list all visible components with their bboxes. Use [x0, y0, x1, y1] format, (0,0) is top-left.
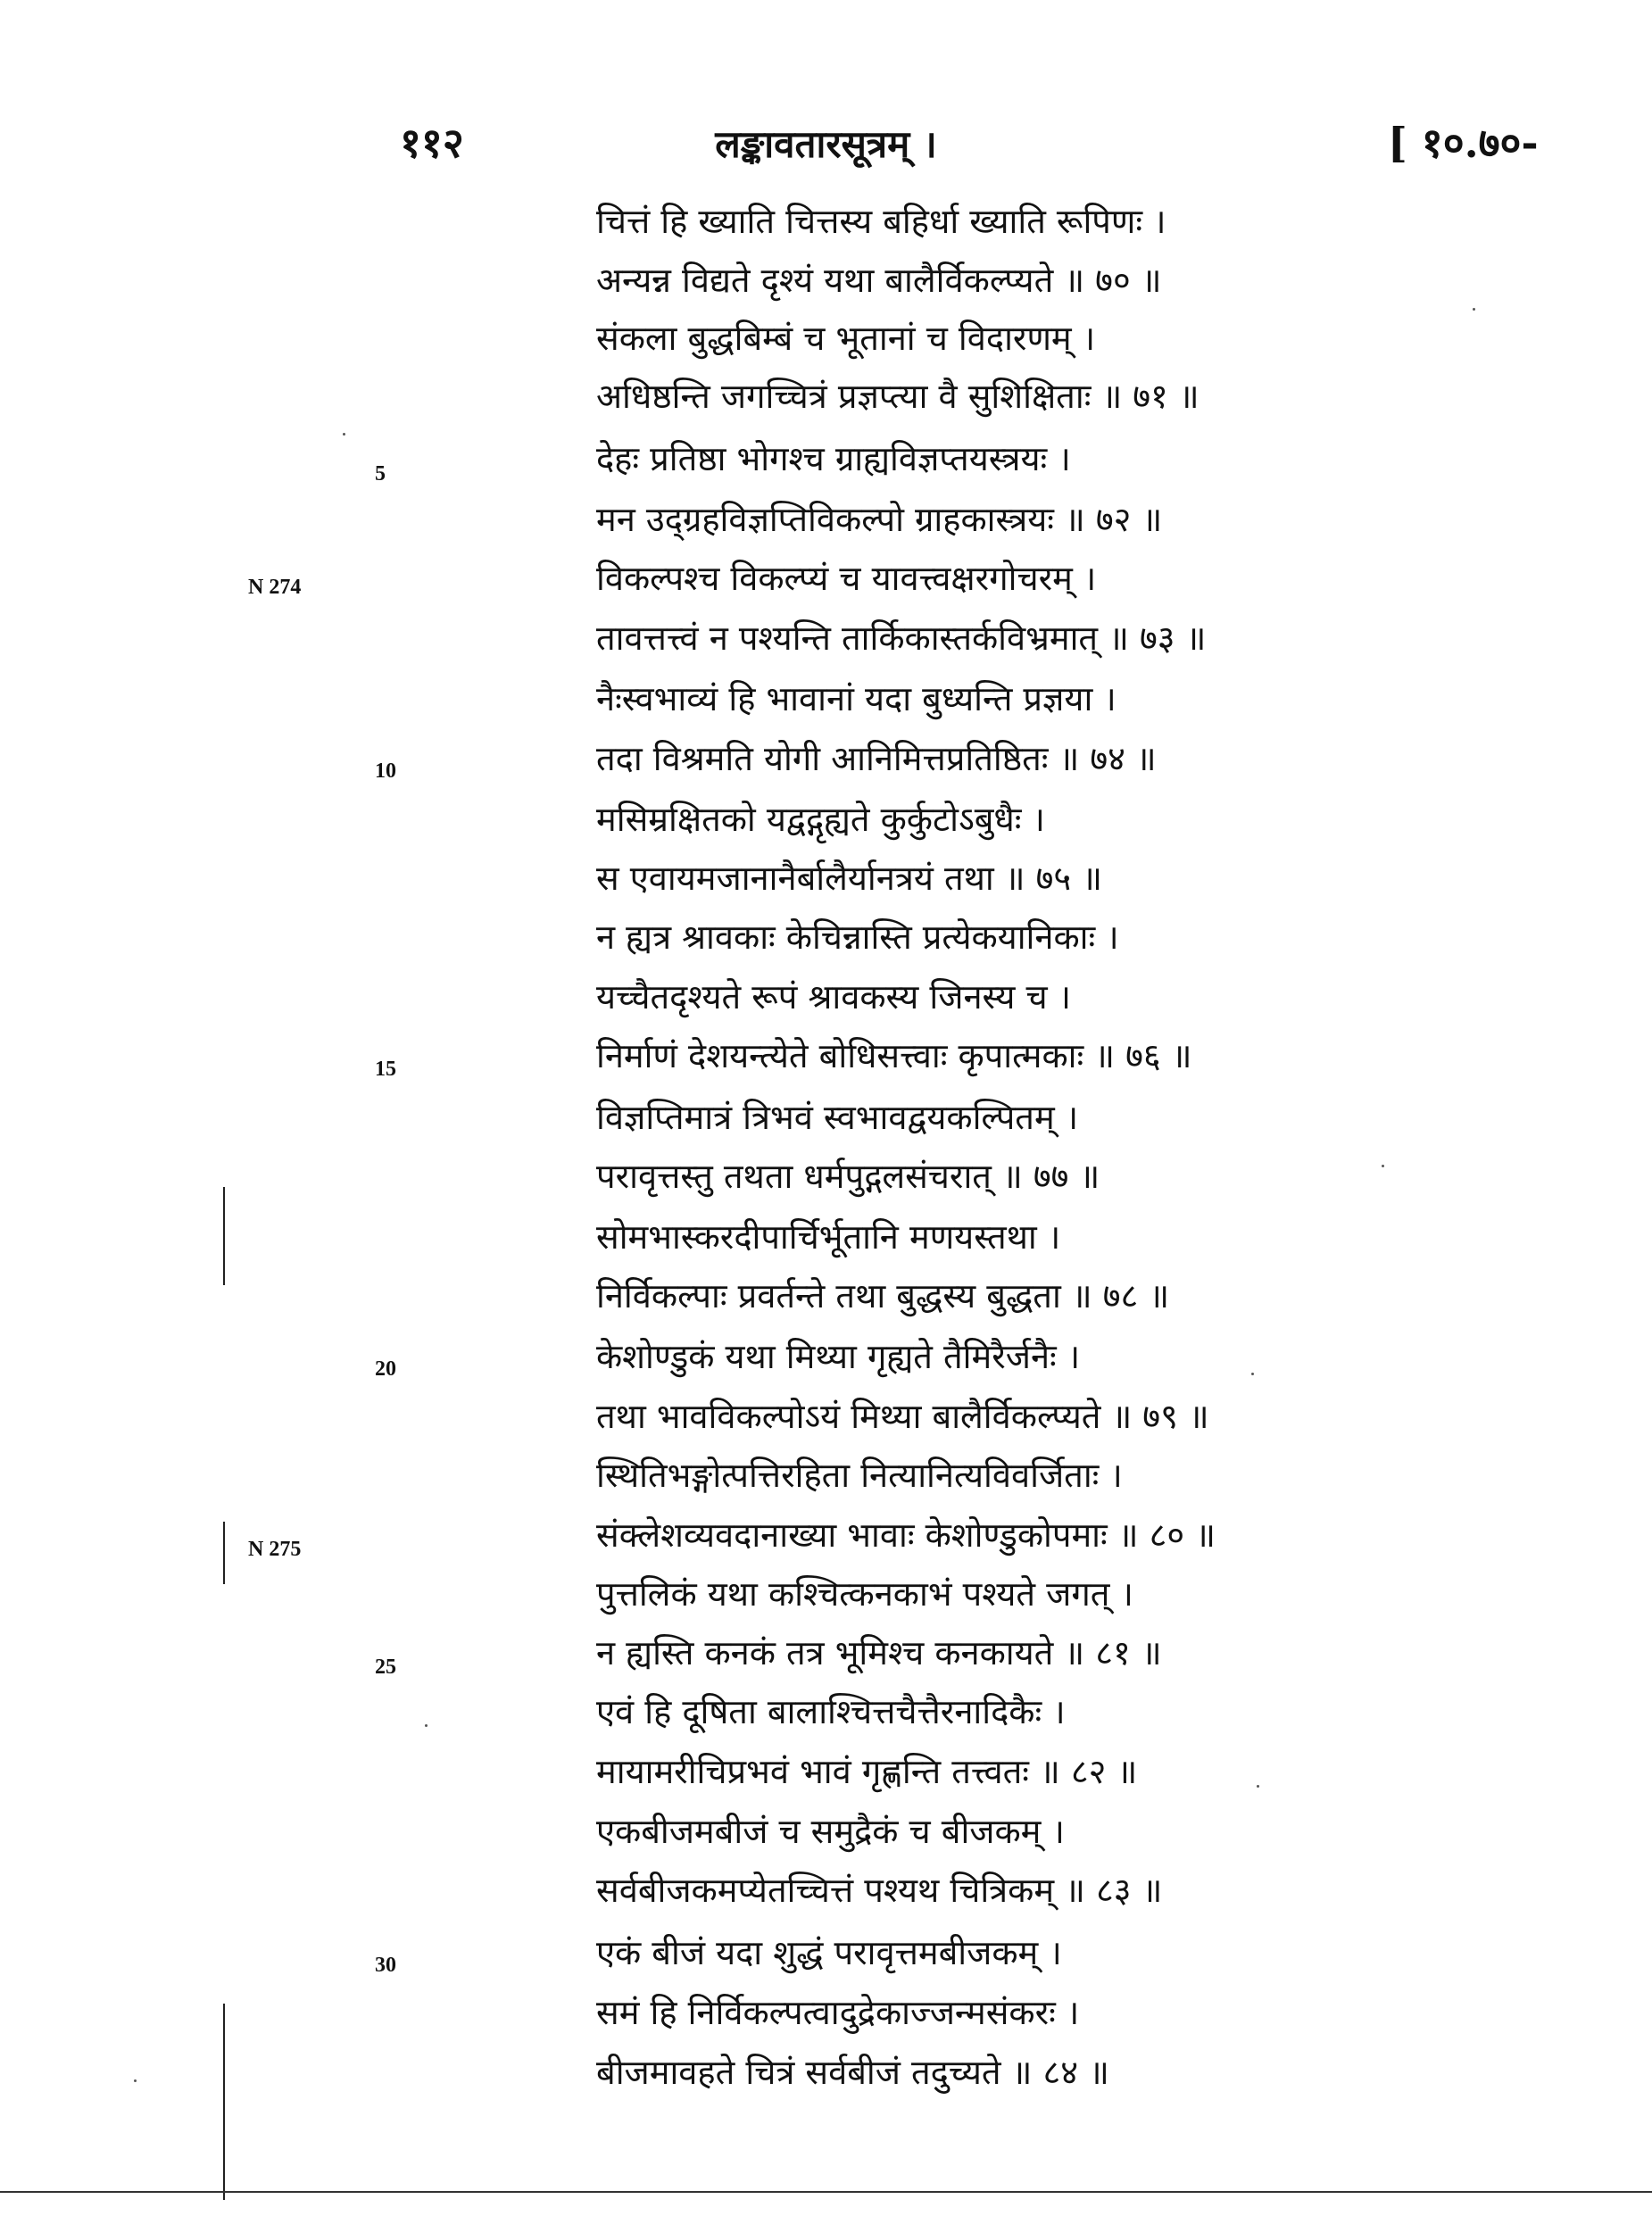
verse-line: एवं हि दूषिता बालाश्चित्तचैत्तैरनादिकैः ।	[596, 1692, 1066, 1731]
verse-line: विकल्पश्च विकल्प्यं च यावत्त्वक्षरगोचरम् ।	[596, 559, 1097, 598]
section-marker: [ १०.७०-	[1388, 119, 1539, 167]
verse-line: न ह्यस्ति कनकं तत्र भूमिश्च कनकायते ॥ ८१ ॥	[596, 1633, 1162, 1672]
line-number: 30	[375, 1954, 396, 1977]
verse-line: पुत्तलिकं यथा कश्चित्कनकाभं पश्यते जगत् ।	[596, 1574, 1133, 1614]
manuscript-reference: N 275	[248, 1538, 302, 1561]
running-title: लङ्कावतारसूत्रम् ।	[715, 122, 937, 166]
line-number: 25	[375, 1656, 396, 1679]
verse-line: मायामरीचिप्रभवं भावं गृह्णन्ति तत्त्वतः ॥ ८२ ॥	[596, 1752, 1138, 1791]
margin-rule	[223, 2004, 225, 2200]
line-number: 5	[375, 462, 386, 486]
verse-line: सर्वबीजकमप्येतच्चित्तं पश्यथ चित्रिकम् ॥ ८३ ॥	[596, 1871, 1163, 1910]
verse-line: संक्लेशव्यवदानाख्या भावाः केशोण्डुकोपमाः ॥ ८० ॥	[596, 1515, 1216, 1555]
verse-line: निर्माणं देशयन्त्येते बोधिसत्त्वाः कृपात्मकाः ॥ ७६ ॥	[596, 1036, 1192, 1075]
scan-speck	[425, 1724, 428, 1727]
verse-line: देहः प्रतिष्ठा भोगश्च ग्राह्यविज्ञप्तयस्त्रयः ।	[596, 439, 1071, 478]
verse-line: तावत्तत्त्वं न पश्यन्ति तार्किकास्तर्कविभ्रमात् ॥ ७३ ॥	[596, 618, 1207, 658]
verse-line: तदा विश्रमति योगी आनिमित्तप्रतिष्ठितः ॥ ७४ ॥	[596, 739, 1157, 778]
verse-line: मन उद्ग्रहविज्ञप्तिविकल्पो ग्राहकास्त्रयः ॥ ७२ ॥	[596, 500, 1163, 539]
verse-line: यच्चैतदृश्यते रूपं श्रावकस्य जिनस्य च ।	[596, 977, 1072, 1017]
manuscript-reference: N 274	[248, 576, 302, 599]
verse-line: अन्यन्न विद्यते दृश्यं यथा बालैर्विकल्प्यते ॥ ७० ॥	[596, 261, 1162, 300]
verse-line: एकबीजमबीजं च समुद्रैकं च बीजकम् ।	[596, 1812, 1065, 1851]
verse-line: स एवायमजानानैर्बालैर्यानत्रयं तथा ॥ ७५ ॥	[596, 859, 1103, 898]
verse-line: नैःस्वभाव्यं हि भावानां यदा बुध्यन्ति प्रज्ञया ।	[596, 679, 1117, 718]
verse-line: समं हि निर्विकल्पत्वादुद्रेकाज्जन्मसंकरः ।	[596, 1993, 1080, 2032]
verse-line: बीजमावहते चित्रं सर्वबीजं तदुच्यते ॥ ८४ ॥	[596, 2053, 1109, 2092]
verse-line: एकं बीजं यदा शुद्धं परावृत्तमबीजकम् ।	[596, 1933, 1062, 1972]
verse-line: केशोण्डुकं यथा मिथ्या गृह्यते तैमिरैर्जनैः ।	[596, 1337, 1081, 1376]
verse-line: विज्ञप्तिमात्रं त्रिभवं स्वभावद्वयकल्पितम् ।	[596, 1098, 1079, 1137]
bottom-rule	[0, 2191, 1652, 2193]
verse-line: परावृत्तस्तु तथता धर्मपुद्गलसंचरात् ॥ ७७ ॥	[596, 1157, 1100, 1196]
scan-speck	[1257, 1785, 1259, 1788]
scan-speck	[1382, 1165, 1384, 1167]
margin-rule	[223, 1522, 225, 1584]
verse-line: न ह्यत्र श्रावकाः केचिन्नास्ति प्रत्येकयानिकाः ।	[596, 917, 1119, 957]
scan-speck	[1251, 1373, 1254, 1375]
margin-rule	[223, 1187, 225, 1285]
scan-speck	[134, 2079, 137, 2082]
verse-line: निर्विकल्पाः प्रवर्तन्ते तथा बुद्धस्य बुद्धता ॥ ७८ ॥	[596, 1276, 1170, 1315]
page-number: ११२	[400, 119, 464, 167]
verse-line: संकला बुद्धबिम्बं च भूतानां च विदारणम् ।	[596, 319, 1096, 358]
verse-line: चित्तं हि ख्याति चित्तस्य बहिर्धा ख्याति रूपिणः ।	[596, 202, 1166, 241]
verse-line: तथा भावविकल्पोऽयं मिथ्या बालैर्विकल्प्यते ॥ ७९ ॥	[596, 1397, 1209, 1436]
verse-line: मसिम्रक्षितको यद्वद्गृह्यते कुर्कुटोऽबुधैः ।	[596, 800, 1045, 839]
verse-line: स्थितिभङ्गोत्पत्तिरहिता नित्यानित्यविवर्जिताः ।	[596, 1456, 1123, 1495]
line-number: 10	[375, 759, 396, 783]
line-number: 20	[375, 1357, 396, 1381]
verse-line: सोमभास्करदीपार्चिर्भूतानि मणयस्तथा ।	[596, 1217, 1061, 1257]
scan-speck	[343, 433, 345, 436]
line-number: 15	[375, 1058, 396, 1081]
verse-line: अधिष्ठन्ति जगच्चित्रं प्रज्ञप्त्या वै सुशिक्षिताः ॥ ७१ ॥	[596, 377, 1200, 416]
scan-speck	[1473, 308, 1475, 311]
